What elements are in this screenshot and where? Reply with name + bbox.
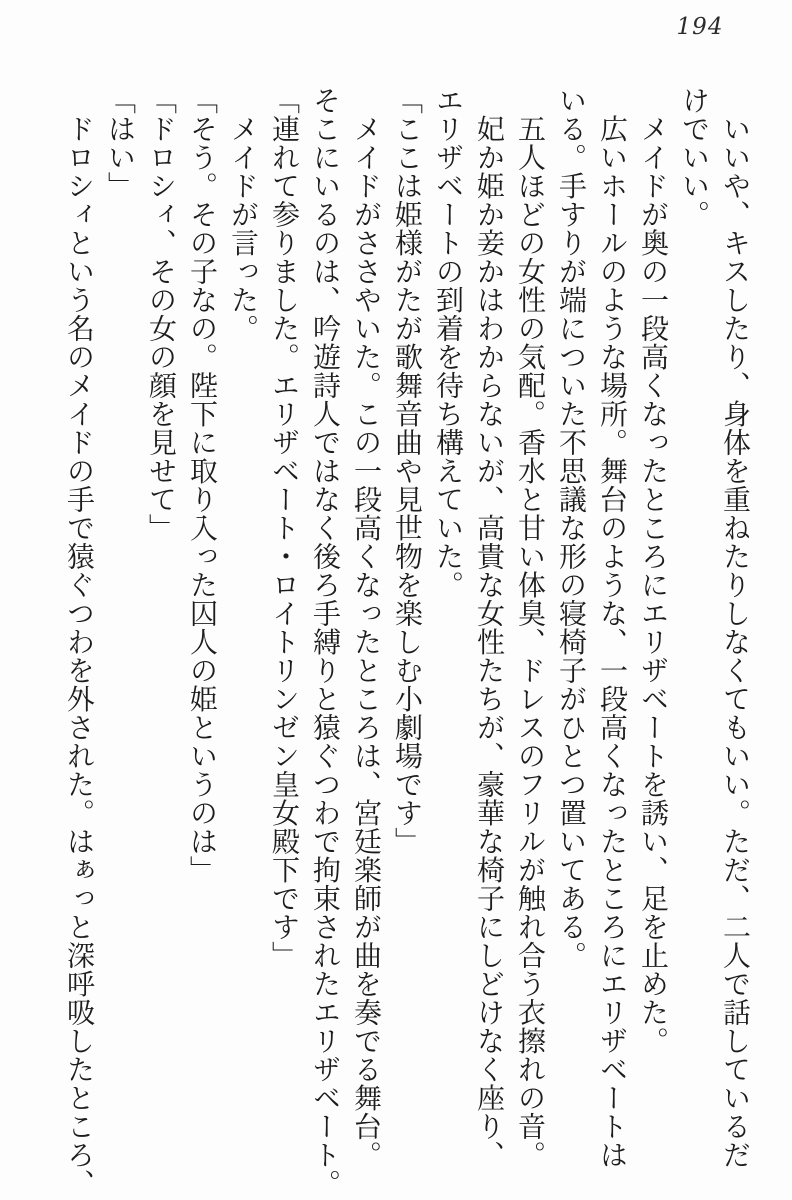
page-number: 194 (676, 14, 724, 40)
text-line: 「連れて参りました。エリザベート・ロイトリンゼン皇女殿下です」 (268, 86, 299, 970)
text-line: メイドが言った。 (227, 86, 258, 343)
text-line: 五人ほどの女性の気配。香水と甘い体臭、ドレスのフリルが触れ合う衣擦れの音。 (514, 86, 545, 1169)
text-line: メイドが奥の一段高くなったところにエリザベートを誘い、足を止めた。 (637, 86, 668, 1055)
text-line: けでいい。 (678, 86, 709, 229)
text-line: メイドがささやいた。この一段高くなったところは、宮廷楽師が曲を奏でる舞台。 (350, 86, 381, 1169)
text-line: 妃か姫か妾かはわからないが、高貴な女性たちが、豪華な椅子にしどけなく座り、 (473, 86, 504, 1169)
text-line: エリザベートの到着を待ち構えていた。 (432, 86, 463, 599)
text-line: 「ドロシィ、その女の顔を見せて」 (145, 86, 176, 542)
text-line: ドロシィという名のメイドの手で猿ぐつわを外された。はぁっと深呼吸したところ、 (63, 86, 94, 1198)
text-line: 「そう。その子なの。陛下に取り入った囚人の姫というのは」 (186, 86, 217, 884)
text-line: 「はい」 (104, 86, 135, 200)
text-line: 「ここは姫様がたが歌舞音曲や見世物を楽しむ小劇場です」 (391, 86, 422, 856)
vertical-text-block (58, 86, 755, 1200)
text-line: そこにいるのは、吟遊詩人ではなく後ろ手縛りと猿ぐつわで拘束されたエリザベート。 (309, 86, 340, 1198)
text-line: いいや、キスしたり、身体を重ねたりしなくてもいい。ただ、二人で話しているだ (719, 86, 750, 1169)
text-line: 広いホールのような場所。舞台のような、一段高くなったところにエリザベートは (596, 86, 627, 1169)
text-line: いる。手すりが端についた不思議な形の寝椅子がひとつ置いてある。 (555, 86, 586, 970)
